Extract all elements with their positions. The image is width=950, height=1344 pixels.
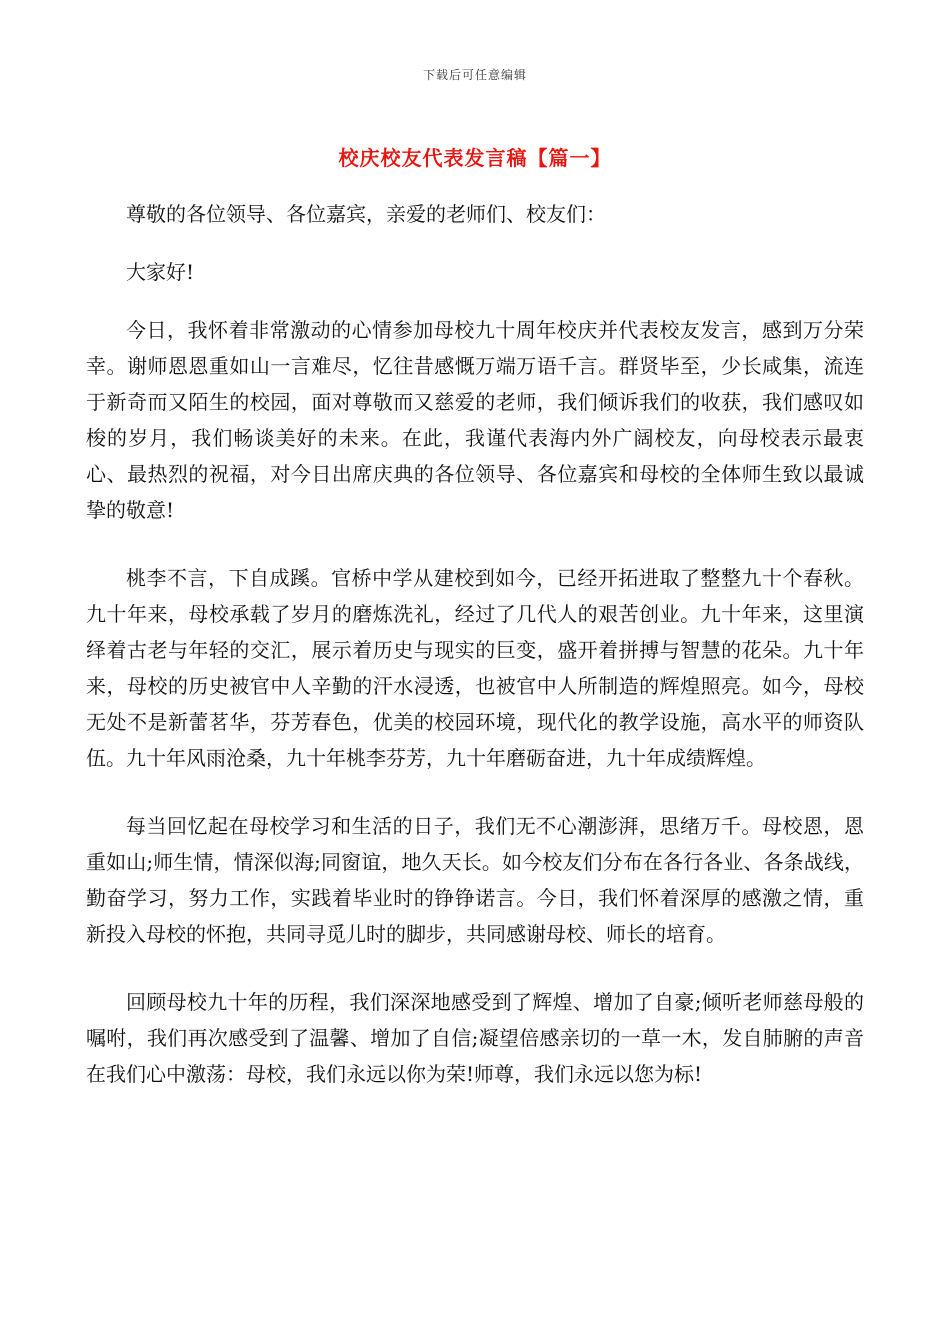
body-paragraph: 回顾母校九十年的历程，我们深深地感受到了辉煌、增加了自豪;倾听老师慈母般的嘱咐，我们再次感受到了温馨、增加了自信;凝望倍感亲切的一草一木，发自肺腑的声音在我们心中激荡：母校，我们永远以你为荣!师尊，我们永远以您为标! — [86, 990, 864, 1086]
document-body — [86, 196, 864, 1124]
header-note: 下载后可任意编辑 — [422, 68, 527, 82]
document-title: 校庆校友代表发言稿【篇一】 — [338, 146, 612, 170]
body-paragraph: 每当回忆起在母校学习和生活的日子，我们无不心潮澎湃，思绪万千。母校恩，恩重如山;师生情，情深似海;同窗谊，地久天长。如今校友们分布在各行各业、各条战线，勤奋学习，努力工作，实践着毕业时的铮铮诺言。今日，我们怀着深厚的感激之情，重新投入母校的怀抱，共同寻觅儿时的脚步，共同感谢母校、师长的培育。 — [86, 814, 864, 946]
body-paragraph: 桃李不言，下自成蹊。官桥中学从建校到如今，已经开拓进取了整整九十个春秋。九十年来，母校承载了岁月的磨炼洗礼，经过了几代人的艰苦创业。九十年来，这里演绎着古老与年轻的交汇，展示着历史与现实的巨变，盛开着拼搏与智慧的花朵。九十年来，母校的历史被官中人辛勤的汗水浸透，也被官中人所制造的辉煌照亮。如今，母校无处不是新蕾茗华，芬芳春色，优美的校园环境，现代化的教学设施，高水平的师资队伍。九十年风雨沧桑，九十年桃李芬芳，九十年磨砺奋进，九十年成绩辉煌。 — [86, 566, 864, 770]
body-paragraph: 今日，我怀着非常激动的心情参加母校九十周年校庆并代表校友发言，感到万分荣幸。谢师恩恩重如山一言难尽，忆往昔感慨万端万语千言。群贤毕至，少长咸集，流连于新奇而又陌生的校园，面对尊敬而又慈爱的老师，我们倾诉我们的收获，我们感叹如梭的岁月，我们畅谈美好的未来。在此，我谨代表海内外广阔校友，向母校表示最衷心、最热烈的祝福，对今日出席庆典的各位领导、各位嘉宾和母校的全体师生致以最诚挚的敬意! — [86, 318, 864, 522]
greeting-paragraph: 大家好! — [126, 260, 195, 284]
salutation-paragraph: 尊敬的各位领导、各位嘉宾，亲爱的老师们、校友们： — [126, 202, 606, 226]
